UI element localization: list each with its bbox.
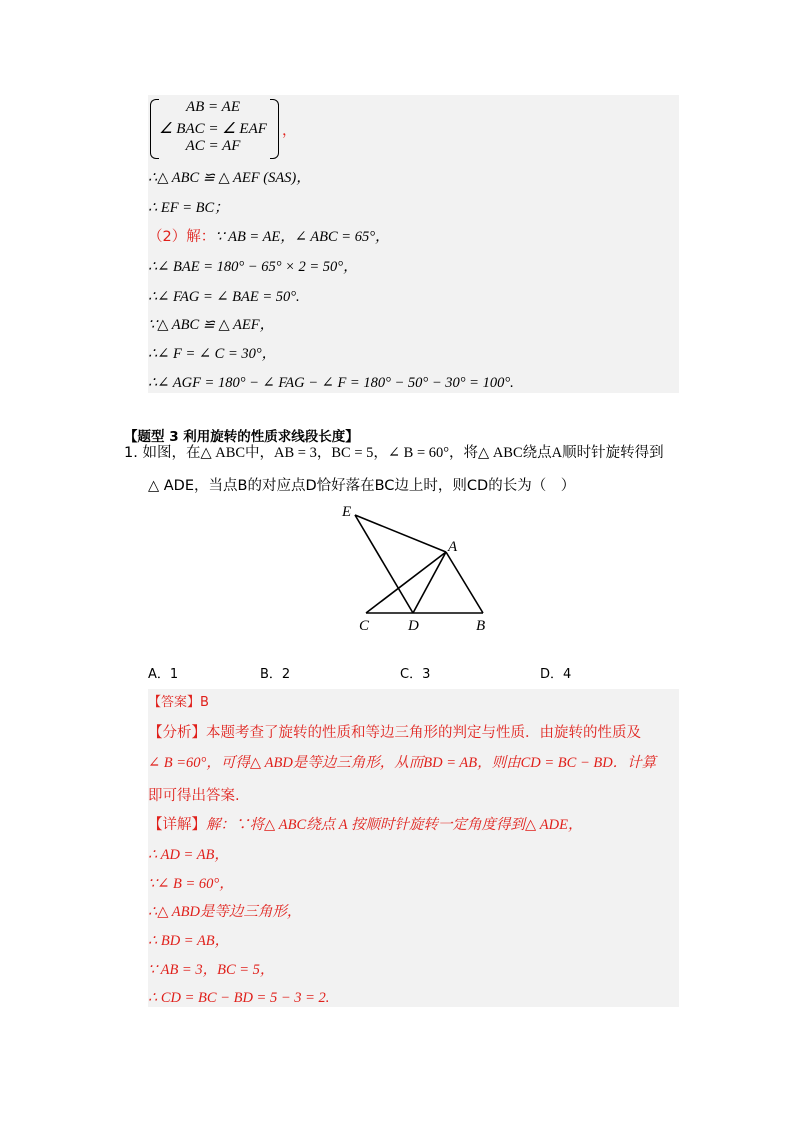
option-c[interactable]: C．3	[400, 667, 431, 682]
section-title: 【题型 3 利用旋转的性质求线段长度】	[124, 429, 359, 445]
segment-ea	[355, 515, 446, 552]
segment-ab	[446, 552, 483, 613]
segment-ad	[413, 552, 446, 613]
system-line-1: AB = AE	[185, 99, 240, 115]
proof-bae: ∴∠ BAE = 180° − 65° × 2 = 50°，	[148, 259, 358, 275]
detail-text-1: 解：∵将△ ABC绕点 A 按顺时针旋转一定角度得到△ ADE，	[206, 817, 583, 833]
answer-label: 【答案】B	[148, 695, 209, 710]
label-a: A	[448, 539, 458, 555]
proof-ef-bc: ∴ EF = BC；	[148, 200, 229, 216]
proof-angle-agf: ∴∠ AGF = 180° − ∠ FAG − ∠ F = 180° − 50° − 30° = 100°.	[148, 375, 514, 391]
option-b[interactable]: B．2	[260, 667, 291, 682]
question-line-2: △ ADE，当点B的对应点D恰好落在BC边上时，则CD的长为（ ）	[148, 478, 576, 494]
detail-line-2: ∴ AD = AB，	[148, 847, 229, 863]
label-b: B	[476, 618, 486, 634]
detail-line-4: ∴△ ABD是等边三角形，	[148, 904, 302, 920]
segment-ac	[366, 552, 446, 613]
label-d: D	[408, 618, 419, 634]
part2-given: ∵ AB = AE，∠ ABC = 65°，	[215, 229, 390, 245]
system-line-2: ∠ BAC = ∠ EAF	[159, 121, 267, 137]
proof-fag: ∴∠ FAG = ∠ BAE = 50°.	[148, 289, 300, 305]
proof-angle-f: ∴∠ F = ∠ C = 30°，	[148, 346, 277, 362]
option-a[interactable]: A．1	[148, 667, 179, 682]
system-suffix: ，	[282, 123, 297, 139]
detail-line-1	[148, 815, 582, 835]
detail-line-6: ∵ AB = 3，BC = 5，	[148, 962, 275, 978]
question-text-1: 如图，在△ ABC中，AB = 3，BC = 5，∠ B = 60°，将△ ABC绕点A顺时针旋转得到	[142, 445, 664, 461]
analysis-tag: 【分析】	[148, 725, 206, 741]
option-d[interactable]: D．4	[540, 667, 572, 682]
detail-line-7: ∴ CD = BC − BD = 5 − 3 = 2.	[148, 990, 330, 1006]
proof-congruent-2: ∵△ ABC ≌ △ AEF，	[148, 317, 275, 333]
detail-line-5: ∴ BD = AB，	[148, 933, 230, 949]
analysis-line-3: 即可得出答案.	[148, 788, 240, 804]
analysis-text-1: 本题考查了旋转的性质和等边三角形的判定与性质．由旋转的性质及	[206, 725, 641, 741]
analysis-line-1	[148, 723, 641, 743]
analysis-line-2: ∠ B =60°，可得△ ABD是等边三角形，从而BD = AB，则由CD = BC − BD．计算	[148, 755, 657, 771]
question-number: 1.	[124, 445, 138, 461]
part2-label: （2）解：	[148, 229, 216, 245]
system-line-3: AC = AF	[185, 138, 241, 154]
label-c: C	[359, 618, 370, 634]
proof-congruent: ∴△ ABC ≌ △ AEF (SAS)，	[148, 170, 311, 186]
label-e: E	[342, 504, 352, 520]
detail-tag: 【详解】	[148, 817, 206, 833]
detail-line-3: ∵∠ B = 60°，	[148, 876, 234, 892]
